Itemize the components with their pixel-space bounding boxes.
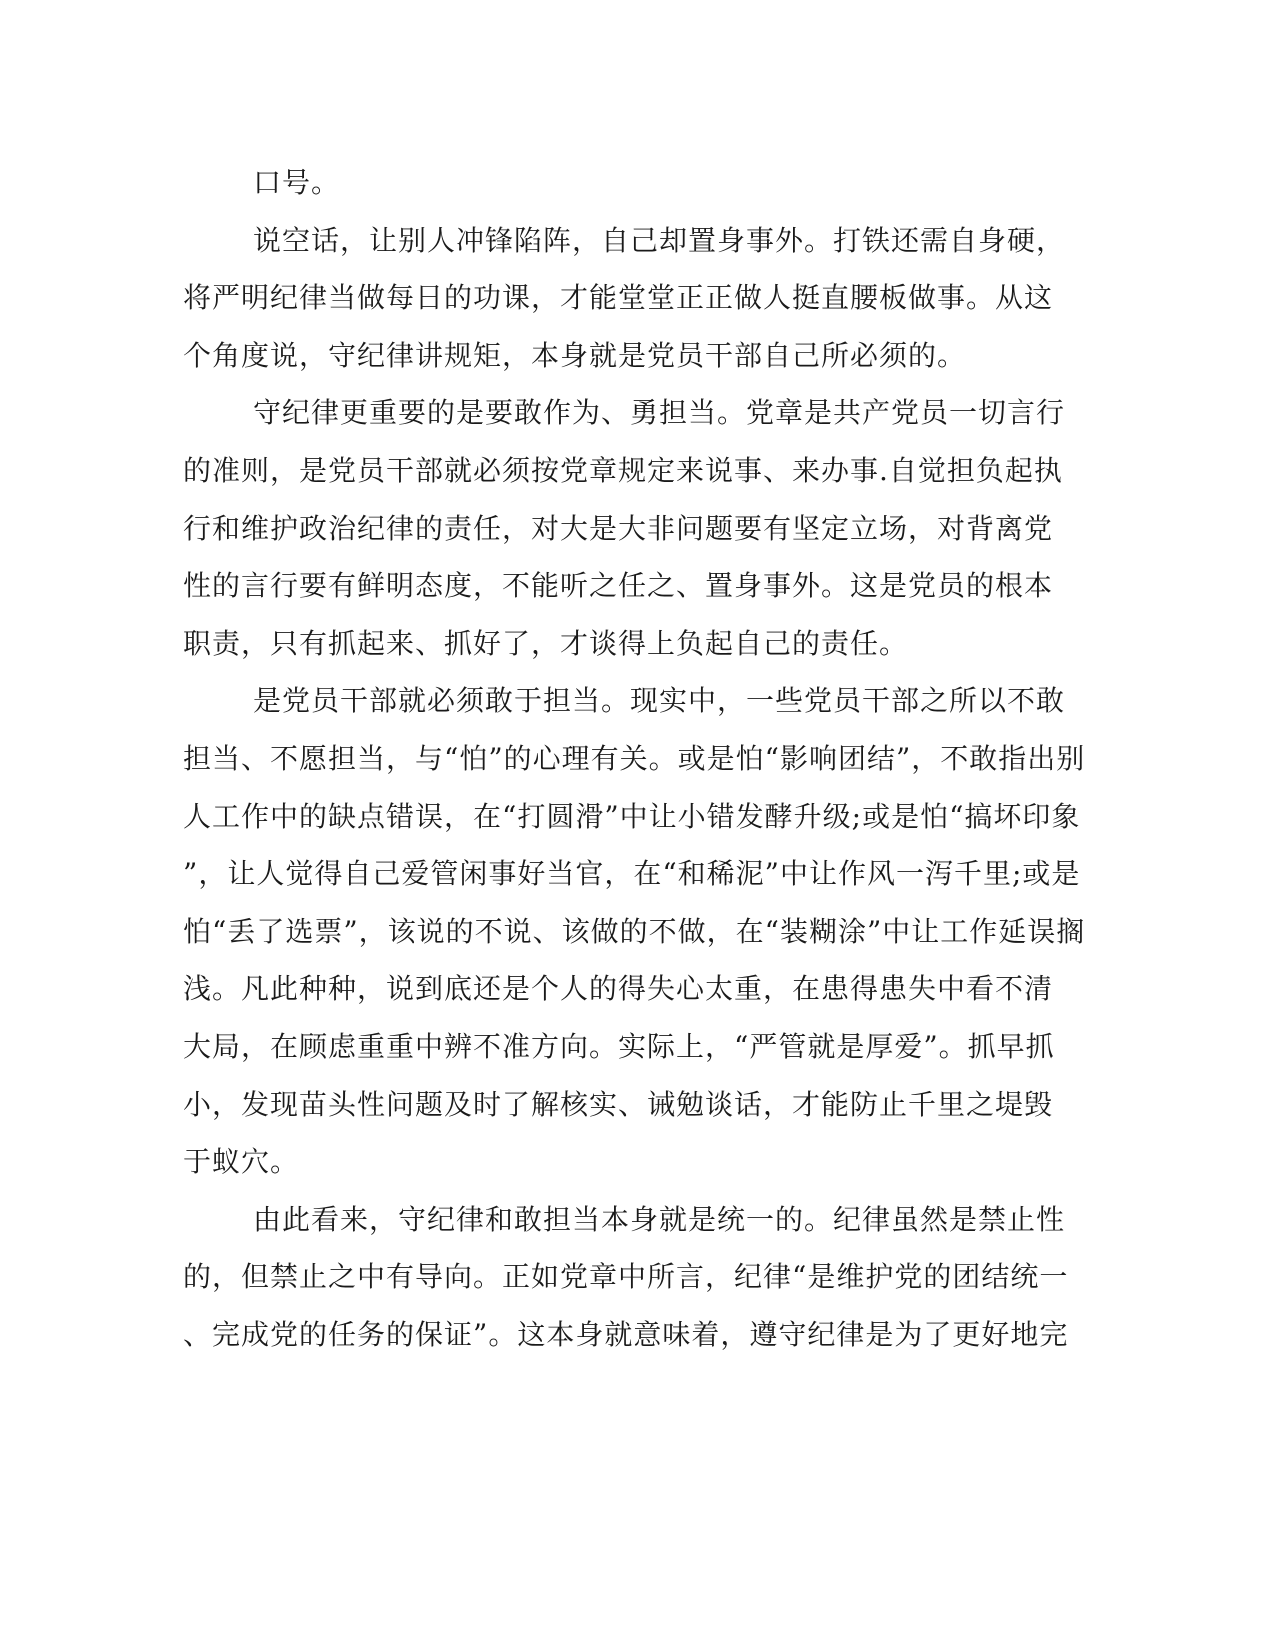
text-line: 行和维护政治纪律的责任，对大是大非问题要有坚定立场，对背离党 bbox=[183, 511, 1054, 545]
text-line: 于蚁穴。 bbox=[183, 1145, 300, 1179]
text-line: 的，但禁止之中有导向。正如党章中所言，纪律“是维护党的团结统一 bbox=[183, 1260, 1069, 1294]
text-line: 、完成党的任务的保证”。这本身就意味着，遵守纪律是为了更好地完 bbox=[183, 1317, 1069, 1351]
text-line: 是党员干部就必须敢于担当。现实中，一些党员干部之所以不敢 bbox=[253, 684, 1066, 718]
text-line: 职责，只有抓起来、抓好了，才谈得上负起自己的责任。 bbox=[183, 626, 909, 660]
document-body bbox=[183, 160, 1086, 1369]
text-line: 担当、不愿担当，与“怕”的心理有关。或是怕“影响团结”，不敢指出别 bbox=[183, 741, 1086, 775]
text-line: 浅。凡此种种，说到底还是个人的得失心太重，在患得患失中看不清 bbox=[183, 972, 1054, 1006]
text-line: 大局，在顾虑重重中辨不准方向。实际上，“严管就是厚爱”。抓早抓 bbox=[183, 1029, 1055, 1063]
text-line: 小，发现苗头性问题及时了解核实、诫勉谈话，才能防止千里之堤毁 bbox=[183, 1087, 1054, 1121]
text-line: 怕“丢了选票”，该说的不说、该做的不做，在“装糊涂”中让工作延误搁 bbox=[183, 914, 1086, 948]
text-line: 守纪律更重要的是要敢作为、勇担当。党章是共产党员一切言行 bbox=[253, 396, 1066, 430]
text-line: 性的言行要有鲜明态度，不能听之任之、置身事外。这是党员的根本 bbox=[183, 569, 1054, 603]
text-line: 将严明纪律当做每日的功课，才能堂堂正正做人挺直腰板做事。从这 bbox=[183, 281, 1054, 315]
text-line: ”，让人觉得自己爱管闲事好当官，在“和稀泥”中让作风一泻千里;或是 bbox=[183, 857, 1081, 891]
text-line: 口号。 bbox=[253, 166, 341, 199]
text-line: 人工作中的缺点错误，在“打圆滑”中让小错发酵升级;或是怕“搞坏印象 bbox=[183, 799, 1081, 833]
text-line: 个角度说，守纪律讲规矩，本身就是党员干部自己所必须的。 bbox=[183, 338, 967, 372]
text-line: 的准则，是党员干部就必须按党章规定来说事、来办事.自觉担负起执 bbox=[183, 453, 1063, 487]
text-line: 说空话，让别人冲锋陷阵，自己却置身事外。打铁还需自身硬， bbox=[253, 223, 1066, 257]
text-line: 由此看来，守纪律和敢担当本身就是统一的。纪律虽然是禁止性 bbox=[253, 1202, 1066, 1236]
